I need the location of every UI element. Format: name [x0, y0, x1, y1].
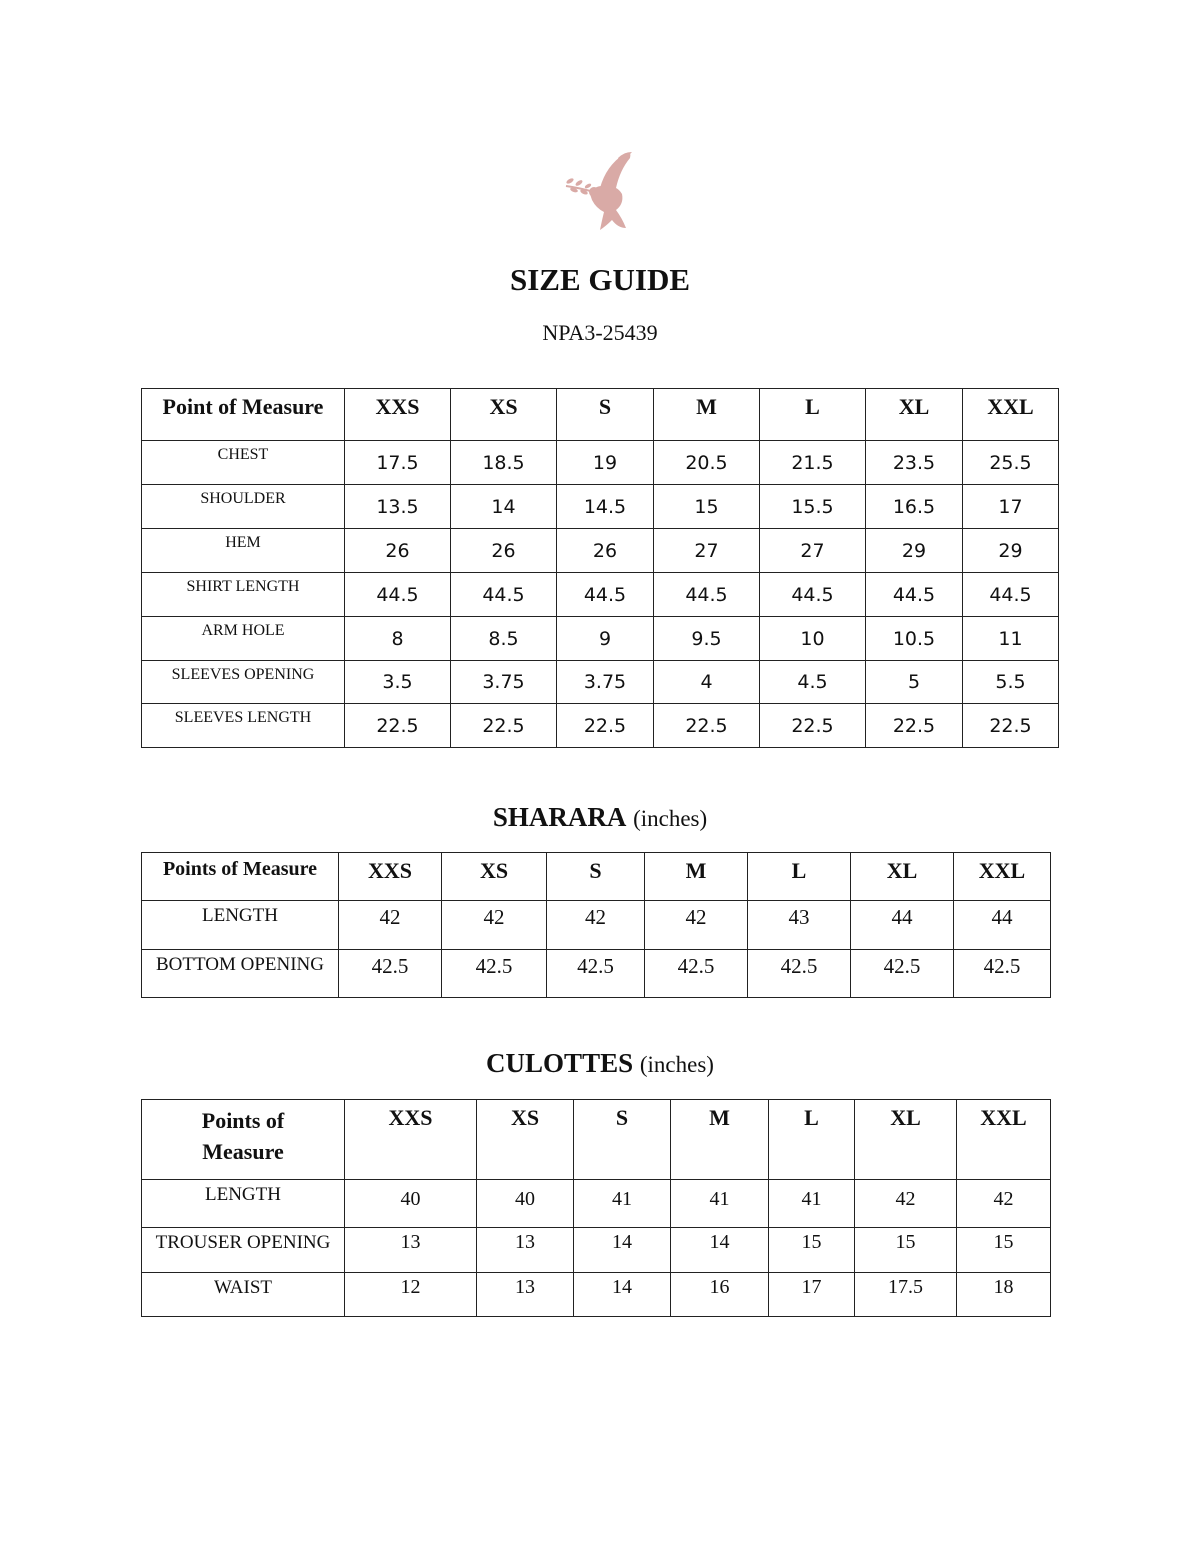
row-label: CHEST: [142, 441, 345, 485]
cell-value: 18.5: [451, 441, 557, 485]
cell-value: 44.5: [866, 573, 963, 617]
cell-value: 42.5: [645, 950, 748, 998]
column-header: S: [547, 853, 645, 901]
column-header: M: [654, 389, 760, 441]
culottes-unit: (inches): [639, 1052, 714, 1077]
cell-value: 41: [574, 1180, 671, 1228]
cell-value: 40: [477, 1180, 574, 1228]
cell-value: 22.5: [557, 704, 654, 748]
cell-value: 42: [547, 901, 645, 950]
table-row: [142, 661, 1059, 704]
row-label: HEM: [142, 529, 345, 573]
cell-value: 40: [345, 1180, 477, 1228]
row-label: SHOULDER: [142, 485, 345, 529]
cell-value: 14: [574, 1273, 671, 1317]
cell-value: 44.5: [760, 573, 866, 617]
cell-value: 14: [574, 1228, 671, 1273]
cell-value: 29: [866, 529, 963, 573]
table-header-row: [142, 853, 1051, 901]
cell-value: 8.5: [451, 617, 557, 661]
cell-value: 42.5: [748, 950, 851, 998]
cell-value: 43: [748, 901, 851, 950]
cell-value: 3.75: [451, 661, 557, 704]
row-label: TROUSER OPENING: [142, 1228, 345, 1273]
cell-value: 15.5: [760, 485, 866, 529]
cell-value: 44: [954, 901, 1051, 950]
table-row: [142, 441, 1059, 485]
cell-value: 22.5: [963, 704, 1059, 748]
column-header: L: [769, 1100, 855, 1180]
cell-value: 26: [345, 529, 451, 573]
column-header: M: [671, 1100, 769, 1180]
column-header: XXL: [954, 853, 1051, 901]
cell-value: 8: [345, 617, 451, 661]
column-header-line: Points of: [201, 1108, 285, 1133]
column-header: XXL: [957, 1100, 1051, 1180]
cell-value: 9: [557, 617, 654, 661]
column-header: XXS: [345, 389, 451, 441]
cell-value: 4: [654, 661, 760, 704]
cell-value: 16.5: [866, 485, 963, 529]
cell-value: 44.5: [345, 573, 451, 617]
cell-value: 15: [855, 1228, 957, 1273]
cell-value: 42: [855, 1180, 957, 1228]
cell-value: 25.5: [963, 441, 1059, 485]
column-header: S: [574, 1100, 671, 1180]
culottes-size-table: [141, 1099, 1051, 1317]
column-header: XXS: [345, 1100, 477, 1180]
row-label: ARM HOLE: [142, 617, 345, 661]
cell-value: 13: [477, 1228, 574, 1273]
cell-value: 42: [957, 1180, 1051, 1228]
column-header: XS: [477, 1100, 574, 1180]
cell-value: 15: [654, 485, 760, 529]
cell-value: 10: [760, 617, 866, 661]
cell-value: 16: [671, 1273, 769, 1317]
cell-value: 44.5: [963, 573, 1059, 617]
row-label: SLEEVES OPENING: [142, 661, 345, 704]
column-header: M: [645, 853, 748, 901]
cell-value: 44.5: [451, 573, 557, 617]
row-label: BOTTOM OPENING: [142, 950, 339, 998]
cell-value: 14: [671, 1228, 769, 1273]
cell-value: 42: [442, 901, 547, 950]
table-row: [142, 617, 1059, 661]
cell-value: 5.5: [963, 661, 1059, 704]
table-row: [142, 704, 1059, 748]
table-row: [142, 485, 1059, 529]
cell-value: 3.75: [557, 661, 654, 704]
cell-value: 29: [963, 529, 1059, 573]
column-header: XXS: [339, 853, 442, 901]
column-header: XS: [442, 853, 547, 901]
cell-value: 22.5: [760, 704, 866, 748]
column-header: L: [760, 389, 866, 441]
cell-value: 44: [851, 901, 954, 950]
cell-value: 42: [339, 901, 442, 950]
dove-logo-icon: [560, 148, 640, 234]
cell-value: 42.5: [954, 950, 1051, 998]
row-label: LENGTH: [142, 901, 339, 950]
cell-value: 22.5: [866, 704, 963, 748]
row-label: SHIRT LENGTH: [142, 573, 345, 617]
culottes-title: CULOTTES: [486, 1048, 634, 1078]
cell-value: 42.5: [547, 950, 645, 998]
cell-value: 3.5: [345, 661, 451, 704]
cell-value: 17.5: [345, 441, 451, 485]
cell-value: 23.5: [866, 441, 963, 485]
cell-value: 10.5: [866, 617, 963, 661]
cell-value: 4.5: [760, 661, 866, 704]
column-header: XXL: [963, 389, 1059, 441]
row-label: SLEEVES LENGTH: [142, 704, 345, 748]
row-label: LENGTH: [142, 1180, 345, 1228]
table-row: [142, 901, 1051, 950]
column-header: XS: [451, 389, 557, 441]
cell-value: 42.5: [442, 950, 547, 998]
sharara-size-table: [141, 852, 1051, 998]
column-header: [142, 1100, 345, 1180]
cell-value: 22.5: [654, 704, 760, 748]
cell-value: 42: [645, 901, 748, 950]
sharara-heading: [0, 802, 1200, 833]
column-header: XL: [851, 853, 954, 901]
column-header: XL: [866, 389, 963, 441]
cell-value: 14.5: [557, 485, 654, 529]
table-row: [142, 529, 1059, 573]
cell-value: 27: [654, 529, 760, 573]
table-row: [142, 1273, 1051, 1317]
cell-value: 5: [866, 661, 963, 704]
cell-value: 22.5: [345, 704, 451, 748]
column-header: Point of Measure: [142, 389, 345, 441]
cell-value: 22.5: [451, 704, 557, 748]
sharara-title: SHARARA: [492, 802, 627, 832]
column-header: L: [748, 853, 851, 901]
cell-value: 17.5: [855, 1273, 957, 1317]
table-header-row: [142, 1100, 1051, 1180]
culottes-heading: [0, 1048, 1200, 1079]
page-title: SIZE GUIDE: [509, 262, 691, 297]
table-row: [142, 1228, 1051, 1273]
cell-value: 12: [345, 1273, 477, 1317]
cell-value: 11: [963, 617, 1059, 661]
cell-value: 41: [671, 1180, 769, 1228]
cell-value: 44.5: [654, 573, 760, 617]
cell-value: 41: [769, 1180, 855, 1228]
column-header: XL: [855, 1100, 957, 1180]
cell-value: 26: [557, 529, 654, 573]
column-header-line: Measure: [202, 1139, 284, 1164]
cell-value: 42.5: [851, 950, 954, 998]
shirt-size-table: [141, 388, 1059, 748]
cell-value: 21.5: [760, 441, 866, 485]
cell-value: 9.5: [654, 617, 760, 661]
column-header: S: [557, 389, 654, 441]
cell-value: 19: [557, 441, 654, 485]
cell-value: 13.5: [345, 485, 451, 529]
table-row: [142, 1180, 1051, 1228]
cell-value: 27: [760, 529, 866, 573]
table-header-row: [142, 389, 1059, 441]
table-row: [142, 573, 1059, 617]
cell-value: 15: [769, 1228, 855, 1273]
product-code: NPA3-25439: [542, 320, 658, 345]
cell-value: 13: [477, 1273, 574, 1317]
cell-value: 14: [451, 485, 557, 529]
cell-value: 17: [963, 485, 1059, 529]
cell-value: 20.5: [654, 441, 760, 485]
cell-value: 15: [957, 1228, 1051, 1273]
cell-value: 26: [451, 529, 557, 573]
column-header: Points of Measure: [142, 853, 339, 901]
cell-value: 18: [957, 1273, 1051, 1317]
row-label: WAIST: [142, 1273, 345, 1317]
table-row: [142, 950, 1051, 998]
cell-value: 13: [345, 1228, 477, 1273]
sharara-unit: (inches): [633, 806, 708, 831]
cell-value: 42.5: [339, 950, 442, 998]
cell-value: 17: [769, 1273, 855, 1317]
cell-value: 44.5: [557, 573, 654, 617]
